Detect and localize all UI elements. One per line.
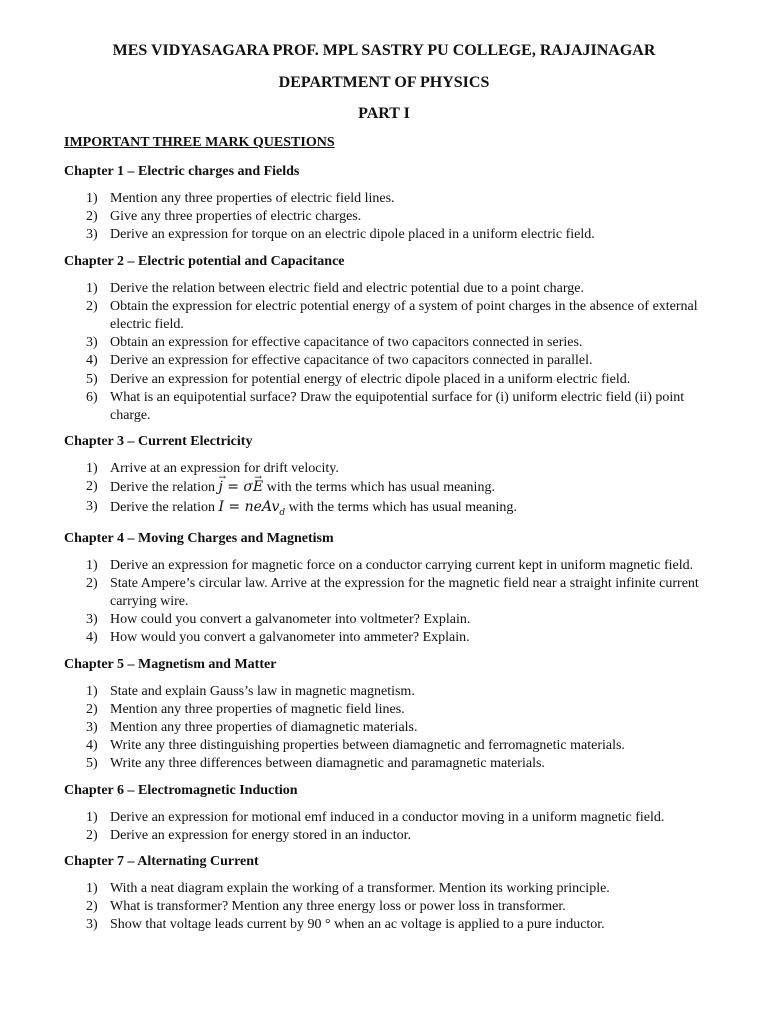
question-text: Write any three differences between diamagnetic and paramagnetic materials.: [110, 756, 545, 772]
question-text: With a neat diagram explain the working of a transformer. Mention its working principle.: [110, 881, 610, 897]
question-text: State Ampere’s circular law. Arrive at the expression for the magnetic field near a straight infinite current carrying wire.: [110, 575, 699, 610]
question-item: [64, 611, 704, 629]
question-list: [64, 683, 704, 774]
question-text: Derive an expression for magnetic force on a conductor carrying current kept in uniform magnetic field.: [110, 557, 694, 573]
question-number: 2): [86, 479, 98, 495]
question-item: [64, 898, 704, 916]
chapter-block: [64, 530, 704, 648]
question-text: Obtain an expression for effective capacitance of two capacitors connected in series.: [110, 335, 583, 351]
question-list: [64, 460, 704, 521]
question-list: [64, 190, 704, 245]
chapter-block: [64, 853, 704, 935]
question-text: Derive the relation between electric field and electric potential due to a point charge.: [110, 280, 584, 296]
question-item: [64, 737, 704, 755]
question-text: Mention any three properties of magnetic field lines.: [110, 701, 405, 717]
question-list: [64, 280, 704, 426]
question-item: [64, 298, 704, 334]
question-text: How could you convert a galvanometer into voltmeter? Explain.: [110, 612, 471, 628]
question-number: 4): [86, 353, 98, 369]
question-number: 3): [86, 917, 98, 933]
question-number: 1): [86, 683, 98, 699]
chapter-title: Chapter 3 – Current Electricity: [64, 434, 253, 450]
question-item: [64, 478, 704, 497]
question-item: [64, 389, 704, 425]
question-text: Mention any three properties of electric field lines.: [110, 191, 395, 206]
question-text: Show that voltage leads current by 90 ° when an ac voltage is applied to a pure inductor.: [110, 917, 605, 933]
question-item: [64, 208, 704, 226]
question-number: 1): [86, 191, 98, 206]
question-number: 4): [86, 738, 98, 754]
question-number: 6): [86, 389, 98, 405]
chapter-block: [64, 253, 704, 426]
question-text: What is transformer? Mention any three energy loss or power loss in transformer.: [110, 899, 566, 915]
question-text: Mention any three properties of diamagnetic materials.: [110, 720, 418, 736]
question-item: [64, 575, 704, 611]
question-item: [64, 629, 704, 647]
chapter-block: [64, 782, 704, 845]
question-number: 2): [86, 209, 98, 225]
question-text: Derive an expression for motional emf induced in a conductor moving in a uniform magnetic field.: [110, 809, 665, 825]
question-number: 1): [86, 557, 98, 573]
question-item: [64, 371, 704, 389]
question-number: 3): [86, 612, 98, 628]
question-number: 3): [86, 227, 98, 243]
department-name: DEPARTMENT OF PHYSICS: [278, 74, 490, 91]
question-text: Derive the relation → j = σ→ E with the terms which has usual meaning.: [110, 480, 495, 495]
question-list: [64, 880, 704, 935]
question-text: Derive the relation I = neAv$_d$ with the terms which has usual meaning.: [110, 498, 517, 518]
question-item: [64, 226, 704, 244]
question-text: Write any three distinguishing properties between diamagnetic and ferromagnetic materials.: [110, 738, 625, 754]
question-text: Obtain the expression for electric potential energy of a system of point charges in the absence of external electric field.: [110, 298, 698, 333]
chapter-title: Chapter 5 – Magnetism and Matter: [64, 656, 277, 672]
question-text: Derive an expression for torque on an electric dipole placed in a uniform electric field.: [110, 227, 595, 243]
part-title: PART I: [358, 105, 410, 122]
question-item: [64, 916, 704, 934]
question-text: How would you convert a galvanometer into ammeter? Explain.: [110, 630, 470, 646]
question-item: [64, 719, 704, 737]
question-item: [64, 352, 704, 370]
question-text: Give any three properties of electric charges.: [110, 209, 362, 225]
question-number: 5): [86, 756, 98, 772]
question-text: What is an equipotential surface? Draw the equipotential surface for (i) uniform electric field (ii) point charge.: [110, 389, 685, 424]
question-number: 1): [86, 461, 98, 477]
question-item: [64, 683, 704, 701]
question-list: [64, 809, 704, 845]
question-number: 2): [86, 298, 98, 314]
question-number: 2): [86, 827, 98, 843]
question-item: [64, 334, 704, 352]
question-text: Derive an expression for effective capacitance of two capacitors connected in parallel.: [110, 353, 593, 369]
question-number: 1): [86, 881, 98, 897]
question-list: [64, 557, 704, 648]
question-number: 5): [86, 371, 98, 387]
question-item: [64, 557, 704, 575]
question-number: 3): [86, 720, 98, 736]
question-item: [64, 701, 704, 719]
question-text: State and explain Gauss’s law in magnetic magnetism.: [110, 683, 415, 699]
chapter-title: Chapter 4 – Moving Charges and Magnetism: [64, 530, 334, 546]
question-text: Derive an expression for potential energy of electric dipole placed in a uniform electric field.: [110, 371, 631, 387]
question-number: 1): [86, 280, 98, 296]
chapter-block: [64, 656, 704, 774]
question-number: 3): [86, 335, 98, 351]
question-number: 2): [86, 701, 98, 717]
chapter-block: [64, 163, 704, 245]
chapter-block: [64, 433, 704, 521]
chapter-title: Chapter 2 – Electric potential and Capacitance: [64, 253, 345, 269]
question-item: [64, 827, 704, 845]
chapters-list: [64, 163, 704, 943]
question-item: [64, 460, 704, 478]
chapter-title: Chapter 7 – Alternating Current: [64, 854, 259, 870]
chapter-title: Chapter 1 – Electric charges and Fields: [64, 164, 300, 179]
question-item: [64, 755, 704, 773]
question-number: 2): [86, 575, 98, 591]
question-item: [64, 880, 704, 898]
question-number: 2): [86, 899, 98, 915]
college-name: MES VIDYASAGARA PROF. MPL SASTRY PU COLLEGE, RAJAJINAGAR: [112, 42, 656, 59]
question-number: 1): [86, 809, 98, 825]
question-text: Derive an expression for energy stored in an inductor.: [110, 827, 412, 843]
question-item: [64, 809, 704, 827]
question-number: 3): [86, 498, 98, 514]
section-title: IMPORTANT THREE MARK QUESTIONS: [64, 135, 335, 150]
question-item: [64, 190, 704, 208]
question-item: [64, 280, 704, 298]
chapter-title: Chapter 6 – Electromagnetic Induction: [64, 782, 298, 798]
question-text: Arrive at an expression for drift velocity.: [110, 461, 339, 477]
question-number: 4): [86, 630, 98, 646]
question-item: [64, 498, 704, 522]
